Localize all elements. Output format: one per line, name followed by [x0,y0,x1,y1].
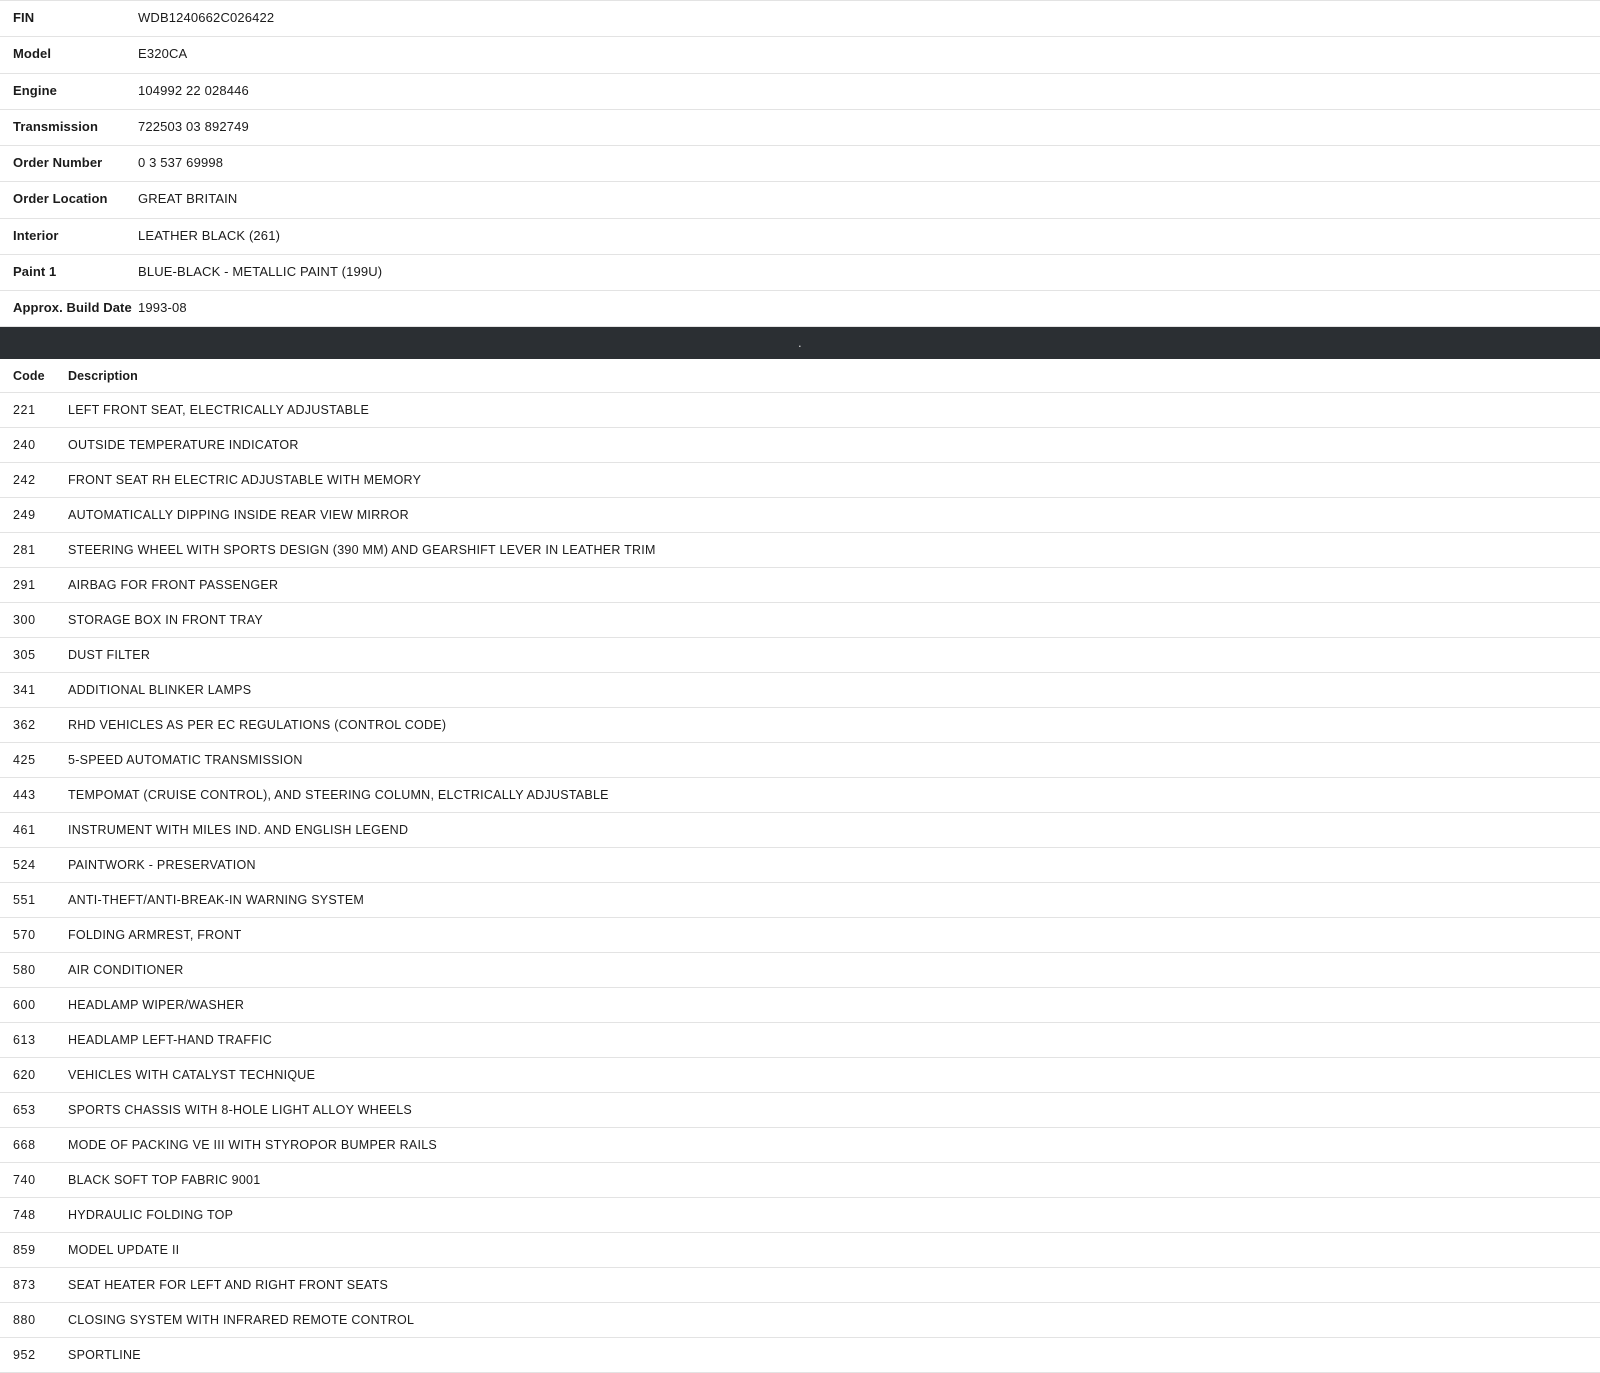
table-row [0,1198,1600,1233]
option-code: 443 [13,788,36,803]
vehicle-info-label: Order Number [13,155,103,170]
option-code: 580 [13,963,36,978]
table-row [0,393,1600,428]
option-code: 240 [13,438,36,453]
table-row [0,109,1600,145]
option-description: AIRBAG FOR FRONT PASSENGER [68,578,279,593]
table-row [0,1338,1600,1373]
option-description: BLACK SOFT TOP FABRIC 9001 [68,1173,261,1188]
option-code: 249 [13,508,36,523]
option-code: 291 [13,578,36,593]
option-description: SPORTLINE [68,1348,141,1363]
option-description: CLOSING SYSTEM WITH INFRARED REMOTE CONTROL [68,1313,415,1328]
table-row [0,498,1600,533]
option-description: FOLDING ARMREST, FRONT [68,928,242,943]
vehicle-info-label: Model [13,46,52,62]
option-code: 362 [13,718,36,733]
vehicle-info-value: BLUE-BLACK - METALLIC PAINT (199U) [138,263,383,279]
option-code: 600 [13,998,36,1013]
option-code: 748 [13,1208,36,1223]
option-description: AIR CONDITIONER [68,963,184,978]
option-description: AUTOMATICALLY DIPPING INSIDE REAR VIEW MIRROR [68,508,409,523]
vehicle-info-label: Transmission [13,118,99,134]
table-row [0,953,1600,988]
table-row [0,918,1600,953]
option-codes-body [0,393,1600,1373]
table-row [0,988,1600,1023]
option-code: 281 [13,543,36,558]
vehicle-info-value: 722503 03 892749 [138,118,249,134]
vehicle-info-label: Paint 1 [13,263,57,279]
option-code: 300 [13,613,36,628]
option-description: RHD VEHICLES AS PER EC REGULATIONS (CONTROL CODE) [68,718,447,733]
option-description: SPORTS CHASSIS WITH 8-HOLE LIGHT ALLOY WHEELS [68,1103,412,1118]
option-code: 242 [13,473,36,488]
table-row [0,1128,1600,1163]
column-header-code: Code [13,369,45,384]
table-row [0,218,1600,254]
option-description: TEMPOMAT (CRUISE CONTROL), AND STEERING COLUMN, ELCTRICALLY ADJUSTABLE [68,788,609,803]
option-description: MODEL UPDATE II [68,1243,180,1258]
table-row [0,37,1600,73]
option-code: 859 [13,1243,36,1258]
column-header-description: Description [68,369,138,384]
table-row [0,638,1600,673]
vehicle-info-value: 0 3 537 69998 [138,155,224,170]
vehicle-info-label: FIN [13,10,35,25]
option-description: HEADLAMP WIPER/WASHER [68,998,245,1013]
vehicle-info-value: 104992 22 028446 [138,82,249,98]
vehicle-info-value: LEATHER BLACK (261) [138,227,281,243]
table-row [0,1233,1600,1268]
table-row [0,603,1600,638]
option-code: 873 [13,1278,36,1293]
table-row [0,146,1600,182]
vehicle-info-value: GREAT BRITAIN [138,191,238,207]
table-row [0,673,1600,708]
table-row [0,848,1600,883]
table-row [0,743,1600,778]
option-description: STORAGE BOX IN FRONT TRAY [68,613,263,628]
option-description: SEAT HEATER FOR LEFT AND RIGHT FRONT SEATS [68,1278,389,1293]
option-description: ADDITIONAL BLINKER LAMPS [68,683,252,698]
option-code: 740 [13,1173,36,1188]
table-row [0,533,1600,568]
table-row [0,1163,1600,1198]
table-row [0,428,1600,463]
option-code: 653 [13,1103,36,1118]
option-description: OUTSIDE TEMPERATURE INDICATOR [68,438,299,453]
option-code: 551 [13,893,36,908]
vehicle-info-label: Approx. Build Date [13,300,132,315]
table-row [0,254,1600,290]
option-code: 668 [13,1138,36,1153]
option-code: 952 [13,1348,36,1363]
option-description: HYDRAULIC FOLDING TOP [68,1208,234,1223]
option-code: 305 [13,648,36,663]
table-row [0,1303,1600,1338]
section-separator-band: . [0,327,1600,359]
table-row [0,1023,1600,1058]
table-row [0,463,1600,498]
table-row [0,708,1600,743]
option-code: 425 [13,753,36,768]
option-codes-header [0,359,1600,393]
table-row [0,73,1600,109]
vehicle-info-table [0,0,1600,327]
option-description: PAINTWORK - PRESERVATION [68,858,256,873]
vehicle-info-value: 1993-08 [138,300,187,315]
option-description: 5-SPEED AUTOMATIC TRANSMISSION [68,753,303,768]
option-code: 221 [13,403,36,418]
table-row [0,1058,1600,1093]
table-row [0,883,1600,918]
option-code: 620 [13,1068,36,1083]
vehicle-info-value: WDB1240662C026422 [138,10,275,25]
vehicle-info-label: Engine [13,82,57,98]
option-description: ANTI-THEFT/ANTI-BREAK-IN WARNING SYSTEM [68,893,365,908]
option-code: 341 [13,683,36,698]
table-header-row [0,359,1600,393]
table-row [0,291,1600,327]
option-description: LEFT FRONT SEAT, ELECTRICALLY ADJUSTABLE [68,403,370,418]
option-description: INSTRUMENT WITH MILES IND. AND ENGLISH LEGEND [68,823,409,838]
option-description: VEHICLES WITH CATALYST TECHNIQUE [68,1068,316,1083]
vehicle-info-body [0,1,1600,327]
option-description: MODE OF PACKING VE III WITH STYROPOR BUMPER RAILS [68,1138,438,1153]
table-row [0,182,1600,218]
option-description: STEERING WHEEL WITH SPORTS DESIGN (390 MM) AND GEARSHIFT LEVER IN LEATHER TRIM [68,543,656,558]
option-code: 461 [13,823,36,838]
option-code: 880 [13,1313,36,1328]
table-row [0,778,1600,813]
option-description: FRONT SEAT RH ELECTRIC ADJUSTABLE WITH MEMORY [68,473,422,488]
vehicle-info-label: Interior [13,227,59,243]
option-description: DUST FILTER [68,648,151,663]
table-row [0,1,1600,37]
option-code: 613 [13,1033,36,1048]
option-code: 524 [13,858,36,873]
option-code: 570 [13,928,36,943]
option-description: HEADLAMP LEFT-HAND TRAFFIC [68,1033,272,1048]
vehicle-info-value: E320CA [138,46,188,62]
vehicle-info-label: Order Location [13,191,108,207]
table-row [0,1268,1600,1303]
option-codes-table [0,359,1600,1373]
table-row [0,813,1600,848]
table-row [0,568,1600,603]
table-row [0,1093,1600,1128]
